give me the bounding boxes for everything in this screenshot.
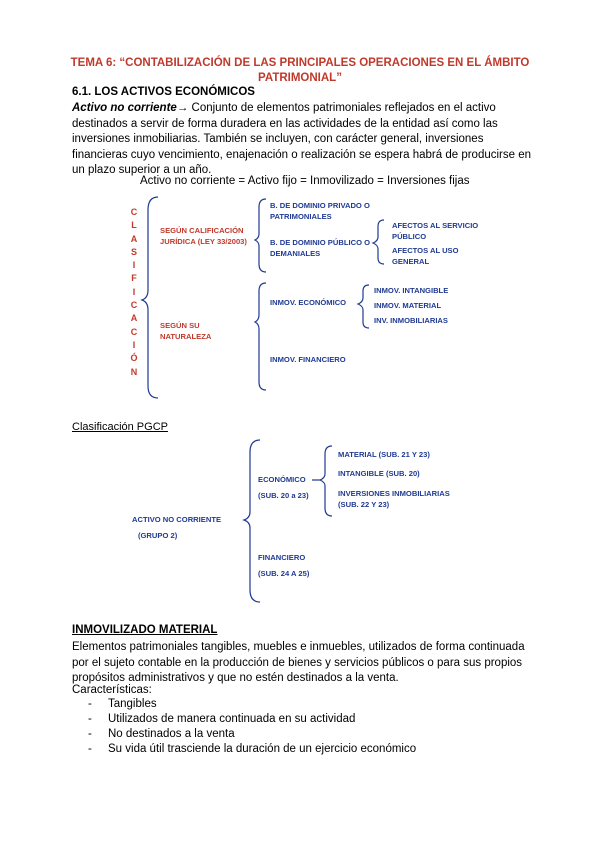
label-material: MATERIAL (SUB. 21 Y 23): [338, 450, 430, 459]
label-dominio-privado: B. DE DOMINIO PRIVADO O PATRIMONIALES: [270, 201, 370, 221]
label-inmov-financiero: INMOV. FINANCIERO: [270, 355, 346, 364]
intro-text: Conjunto de elementos patrimoniales reflejados en el activo destinados a servir de forma duradera en las actividades de la entidad así como las inversiones inmobiliarias. También se incluyen, con carácter general, inversiones financieras cuyo vencimiento, enajenación o realización se espera habrá de producirse en un plazo superior a un año.: [72, 102, 532, 176]
arrow-glyph: →: [176, 102, 189, 114]
vertical-clasificacion: C L A S I F I C A C I Ó N: [130, 207, 138, 377]
label-inmov-economico: INMOV. ECONÓMICO: [270, 298, 347, 307]
label-afectos-uso: AFECTOS AL USO GENERAL: [392, 246, 459, 266]
page-title: TEMA 6: “CONTABILIZACIÓN DE LAS PRINCIPALES OPERACIONES EN EL ÁMBITO PATRIMONIAL”: [70, 57, 530, 84]
label-naturaleza: SEGÚN SU NATURALEZA: [160, 321, 212, 341]
label-juridica: SEGÚN CALIFICACIÓN JURÍDICA (LEY 33/2003): [160, 226, 247, 246]
list-item: - Utilizados de manera continuada en su actividad: [72, 712, 416, 727]
bracket-naturaleza: [255, 283, 266, 390]
bracket-main: [142, 197, 158, 398]
inmovilizado-heading: INMOVILIZADO MATERIAL: [72, 624, 218, 636]
label-dominio-publico: B. DE DOMINIO PÚBLICO O DEMANIALES: [270, 238, 370, 258]
label-economico-sub: (SUB. 20 a 23): [258, 491, 309, 500]
label-inmov-intangible: INMOV. INTANGIBLE: [374, 286, 449, 295]
label-grupo-2: (GRUPO 2): [138, 531, 178, 540]
pgcp-label: Clasificación PGCP: [72, 421, 168, 433]
label-financiero-sub: (SUB. 24 A 25): [258, 569, 310, 578]
label-inmov-material: INMOV. MATERIAL: [374, 301, 442, 310]
inmovilizado-paragraph: Elementos patrimoniales tangibles, muebles e inmuebles, utilizados de forma continuada por el sujeto contable en la producción de bienes y servicios públicos o para sus propios propósitos administrativos y que no estén destinados a la venta.: [72, 641, 525, 684]
label-inversiones: INVERSIONES INMOBILIARIAS (SUB. 22 Y 23): [338, 489, 450, 509]
label-economico: ECONÓMICO: [258, 475, 306, 484]
section-heading: 6.1. LOS ACTIVOS ECONÓMICOS: [72, 86, 255, 98]
label-inv-inmobiliarias: INV. INMOBILIARIAS: [374, 316, 448, 325]
bracket-economico: [358, 285, 369, 328]
intro-term: Activo no corriente: [72, 102, 177, 114]
bracket-economico-2: [320, 446, 332, 516]
label-financiero: FINANCIERO: [258, 553, 306, 562]
formula: Activo no corriente = Activo fijo = Inmovilizado = Inversiones fijas: [140, 175, 470, 187]
caracteristicas-list: [72, 697, 416, 757]
caracteristicas-label: Características:: [72, 684, 152, 696]
label-afectos-servicio: AFECTOS AL SERVICIO PÚBLICO: [392, 221, 479, 241]
list-item: - Su vida útil trasciende la duración de un ejercicio económico: [72, 742, 416, 757]
list-item: - Tangibles: [72, 697, 416, 712]
label-intangible: INTANGIBLE (SUB. 20): [338, 469, 420, 478]
list-item: - No destinados a la venta: [72, 727, 416, 742]
label-activo-no-corriente: ACTIVO NO CORRIENTE: [132, 515, 222, 524]
